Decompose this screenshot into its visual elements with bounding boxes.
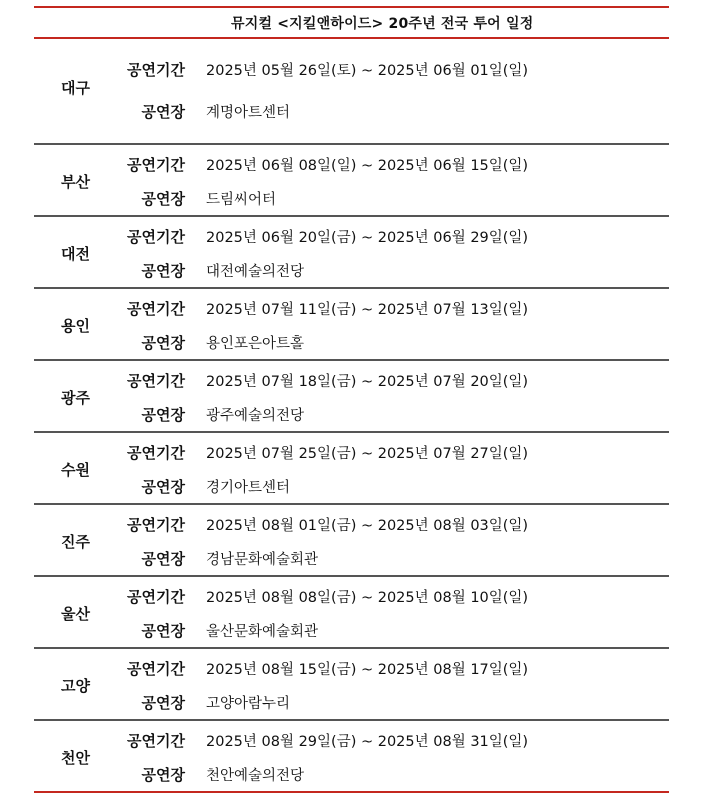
- period-label: 공연기간: [127, 228, 185, 246]
- venue-label: 공연장: [141, 262, 185, 280]
- period-value: 2025년 06월 08일(일) ~ 2025년 06월 15일(일): [206, 158, 529, 174]
- city-name: 부산: [61, 173, 90, 191]
- schedule-row-gwangju: [34, 361, 669, 433]
- city-name: 수원: [61, 461, 90, 479]
- period-value: 2025년 08월 08일(금) ~ 2025년 08월 10일(일): [206, 590, 529, 606]
- period-value: 2025년 07월 25일(금) ~ 2025년 07월 27일(일): [206, 446, 529, 462]
- venue-value: 경남문화예술회관: [206, 552, 319, 568]
- venue-label: 공연장: [141, 694, 185, 712]
- period-value: 2025년 08월 01일(금) ~ 2025년 08월 03일(일): [206, 518, 529, 534]
- page-title: 뮤지컬 <지킬앤하이드> 20주년 전국 투어 일정: [231, 16, 534, 32]
- period-label: 공연기간: [127, 444, 185, 462]
- period-value: 2025년 06월 20일(금) ~ 2025년 06월 29일(일): [206, 230, 529, 246]
- period-label: 공연기간: [127, 61, 185, 79]
- venue-value: 용인포은아트홀: [206, 336, 305, 352]
- city-name: 용인: [61, 317, 90, 335]
- venue-value: 경기아트센터: [206, 480, 291, 496]
- city-name: 천안: [61, 749, 90, 767]
- period-value: 2025년 05월 26일(토) ~ 2025년 06월 01일(일): [206, 63, 529, 79]
- period-label: 공연기간: [127, 732, 185, 750]
- city-name: 고양: [61, 677, 90, 695]
- period-label: 공연기간: [127, 300, 185, 318]
- period-label: 공연기간: [127, 516, 185, 534]
- venue-label: 공연장: [141, 406, 185, 424]
- venue-value: 계명아트센터: [206, 105, 291, 121]
- city-name: 대전: [61, 245, 90, 263]
- schedule-row-goyang: [34, 649, 669, 721]
- schedule-row-suwon: [34, 433, 669, 505]
- tour-schedule-document: [34, 6, 669, 793]
- venue-label: 공연장: [141, 190, 185, 208]
- period-label: 공연기간: [127, 660, 185, 678]
- venue-label: 공연장: [141, 766, 185, 784]
- venue-value: 천안예술의전당: [206, 768, 305, 784]
- schedule-row-busan: [34, 145, 669, 217]
- period-value: 2025년 08월 29일(금) ~ 2025년 08월 31일(일): [206, 734, 529, 750]
- venue-label: 공연장: [141, 622, 185, 640]
- schedule-row-daejeon: [34, 217, 669, 289]
- schedule-row-yongin: [34, 289, 669, 361]
- venue-value: 고양아람누리: [206, 696, 291, 712]
- venue-label: 공연장: [141, 550, 185, 568]
- city-name: 진주: [61, 533, 90, 551]
- venue-label: 공연장: [141, 478, 185, 496]
- venue-value: 대전예술의전당: [206, 264, 305, 280]
- title-bar: [34, 8, 669, 37]
- period-label: 공연기간: [127, 372, 185, 390]
- schedule-row-jinju: [34, 505, 669, 577]
- schedule-row-ulsan: [34, 577, 669, 649]
- bottom-red-rule: [34, 791, 669, 793]
- venue-value: 드림씨어터: [206, 192, 277, 208]
- period-label: 공연기간: [127, 588, 185, 606]
- period-value: 2025년 08월 15일(금) ~ 2025년 08월 17일(일): [206, 662, 529, 678]
- venue-value: 광주예술의전당: [206, 408, 305, 424]
- city-name: 울산: [61, 605, 90, 623]
- period-label: 공연기간: [127, 156, 185, 174]
- venue-label: 공연장: [141, 103, 185, 121]
- city-name: 광주: [61, 389, 90, 407]
- period-value: 2025년 07월 11일(금) ~ 2025년 07월 13일(일): [206, 302, 529, 318]
- venue-value: 울산문화예술회관: [206, 624, 319, 640]
- period-value: 2025년 07월 18일(금) ~ 2025년 07월 20일(일): [206, 374, 529, 390]
- city-name: 대구: [61, 79, 90, 97]
- venue-label: 공연장: [141, 334, 185, 352]
- schedule-row-daegu: [34, 39, 669, 145]
- schedule-table: [34, 39, 669, 791]
- schedule-row-cheonan: [34, 721, 669, 791]
